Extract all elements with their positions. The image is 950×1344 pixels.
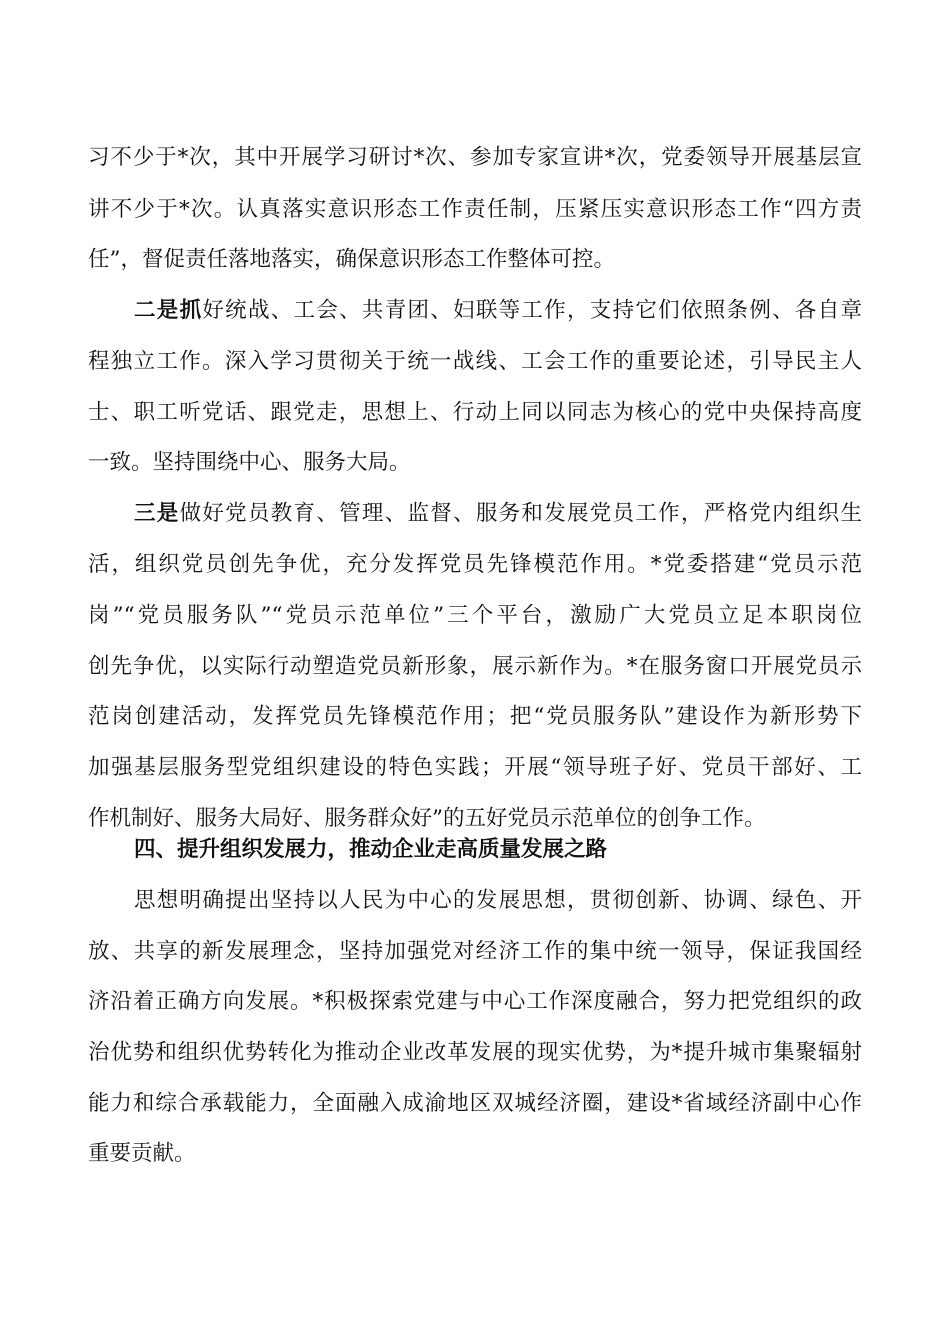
paragraph-line: 岗”“党员服务队”“党员示范单位”三个平台，激励广大党员立足本职岗位 xyxy=(88,603,862,628)
paragraph-line: 加强基层服务型党组织建设的特色实践；开展“领导班子好、党员干部好、工 xyxy=(88,755,862,780)
paragraph-text: 好统战、工会、共青团、妇联等工作，支持它们依照条例、各自章 xyxy=(202,298,862,323)
paragraph-line: 程独立工作。深入学习贯彻关于统一战线、工会工作的重要论述，引导民主人 xyxy=(88,349,862,374)
paragraph-line: 创先争优，以实际行动塑造党员新形象，展示新作为。*在服务窗口开展党员示 xyxy=(88,654,862,679)
paragraph-first-line xyxy=(134,497,862,531)
paragraph-line: 放、共享的新发展理念，坚持加强党对经济工作的集中统一领导，保证我国经 xyxy=(88,939,862,964)
paragraph-line: 习不少于*次，其中开展学习研讨*次、参加专家宣讲*次，党委领导开展基层宣 xyxy=(88,145,862,170)
paragraph-text: 做好党员教育、管理、监督、服务和发展党员工作，严格党内组织生 xyxy=(179,501,862,526)
paragraph-line: 活，组织党员创先争优，充分发挥党员先锋模范作用。*党委搭建“党员示范 xyxy=(88,552,862,577)
paragraph-line: 讲不少于*次。认真落实意识形态工作责任制，压紧压实意识形态工作“四方责 xyxy=(88,197,862,222)
paragraph-first-line xyxy=(134,294,862,328)
paragraph-line: 济沿着正确方向发展。*积极探索党建与中心工作深度融合，努力把党组织的政 xyxy=(88,989,862,1014)
paragraph-line: 能力和综合承载能力，全面融入成渝地区双城经济圈，建设*省域经济副中心作 xyxy=(88,1091,862,1116)
paragraph-line: 士、职工听党话、跟党走，思想上、行动上同以同志为核心的党中央保持高度 xyxy=(88,400,862,425)
paragraph-first-line: 思想明确提出坚持以人民为中心的发展思想，贯彻创新、协调、绿色、开 xyxy=(134,888,862,913)
paragraph-line: 一致。坚持围绕中心、服务大局。 xyxy=(88,450,411,475)
paragraph-lead: 三是 xyxy=(134,501,180,526)
paragraph-line: 作机制好、服务大局好、服务群众好”的五好党员示范单位的创争工作。 xyxy=(88,806,766,831)
paragraph-line: 任”，督促责任落地落实，确保意识形态工作整体可控。 xyxy=(88,247,615,272)
paragraph-lead: 二是抓 xyxy=(134,298,203,323)
paragraph-line: 治优势和组织优势转化为推动企业改革发展的现实优势，为*提升城市集聚辐射 xyxy=(88,1040,862,1065)
paragraph-line: 重要贡献。 xyxy=(88,1141,196,1166)
paragraph-line: 范岗创建活动，发挥党员先锋模范作用；把“党员服务队”建设作为新形势下 xyxy=(88,704,862,729)
section-heading: 四、提升组织发展力，推动企业走高质量发展之路 xyxy=(134,837,608,862)
